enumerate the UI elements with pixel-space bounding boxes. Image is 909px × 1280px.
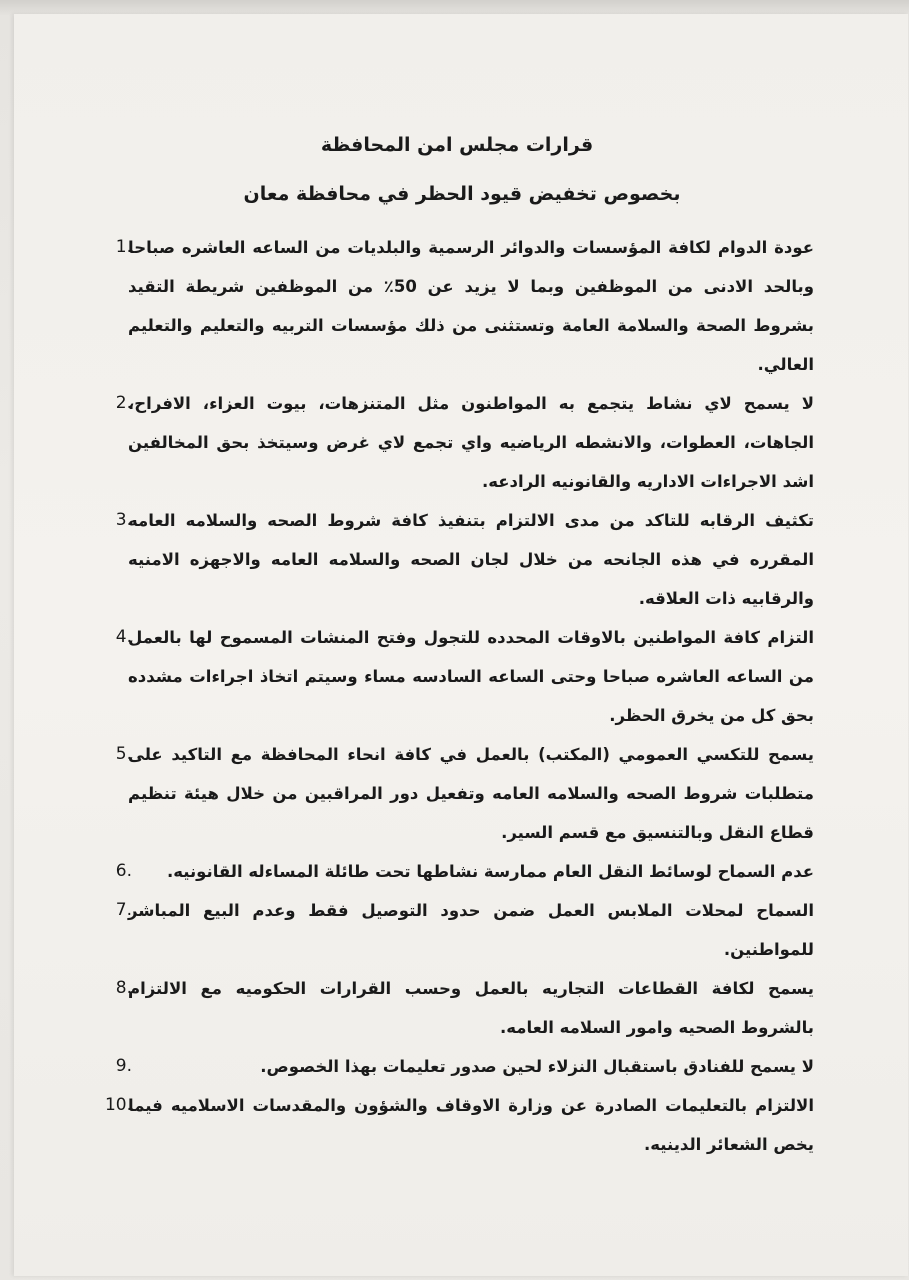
decision-number: 3. (115, 510, 132, 530)
decision-item-6 (115, 852, 814, 891)
decision-number: 1. (115, 237, 132, 257)
decision-item-7 (115, 891, 814, 969)
document-body (104, 122, 814, 1164)
decision-text: عدم السماح لوسائط النقل العام ممارسة نشاطها تحت طائلة المساءله القانونيه. (166, 862, 814, 881)
decision-number: 9. (115, 1056, 132, 1076)
decision-number: 6. (115, 861, 132, 881)
decision-item-1 (115, 228, 814, 384)
paper-sheet (14, 14, 908, 1276)
decision-number: 8. (115, 978, 132, 998)
decision-number: 2. (115, 393, 132, 413)
decision-text: يسمح للتكسي العمومي (المكتب) بالعمل في كافة انحاء المحافظة مع التاكيد على متطلبات شروط الصحه والسلامه العامه وتفعيل دور المراقبين من خلال هيئة تنظيم قطاع النقل وبالتنسيق مع قسم السير. (128, 745, 814, 842)
decision-text: الالتزام بالتعليمات الصادرة عن وزارة الاوقاف والشؤون والمقدسات الاسلاميه فيما يخص الشعائر الدينيه. (128, 1096, 814, 1154)
document-title: قرارات مجلس امن المحافظة (320, 134, 594, 156)
decision-text: التزام كافة المواطنين بالاوقات المحدده للتجول وفتح المنشات المسموح لها بالعمل من الساعه العاشره صباحا وحتى الساعه السادسه مساء وسيتم اتخاذ اجراءات مشدده بحق كل من يخرق الحظر. (128, 628, 814, 725)
decision-item-3 (115, 501, 814, 618)
decision-item-5 (115, 735, 814, 852)
decision-text: السماح لمحلات الملابس العمل ضمن حدود التوصيل فقط وعدم البيع المباشر للمواطنين. (128, 901, 814, 959)
decision-number: 4. (115, 627, 132, 647)
decision-number: 10. (104, 1095, 132, 1115)
decision-text: تكثيف الرقابه للتاكد من مدى الالتزام بتنفيذ كافة شروط الصحه والسلامه العامه المقرره في هذه الجانحه من خلال لجان الصحه والسلامه العامه والاجهزه الامنيه والرقابيه ذات العلاقه. (128, 511, 814, 608)
decision-item-4 (115, 618, 814, 735)
decision-number: 7. (115, 900, 132, 920)
decision-item-9 (115, 1047, 814, 1086)
decision-item-2 (115, 384, 814, 501)
decision-text: يسمح لكافة القطاعات التجاريه بالعمل وحسب القرارات الحكوميه مع الالتزام بالشروط الصحيه وامور السلامه العامه. (128, 979, 814, 1037)
decision-text: لا يسمح للفنادق باستقبال النزلاء لحين صدور تعليمات بهذا الخصوص. (260, 1057, 814, 1076)
document-subtitle: بخصوص تخفيض قيود الحظر في محافظة معان (243, 183, 681, 205)
decision-item-8 (115, 969, 814, 1047)
decision-text: لا يسمح لاي نشاط يتجمع به المواطنون مثل المتنزهات، بيوت العزاء، الافراح، الجاهات، العطوات، والانشطه الرياضيه واي تجمع لاي غرض وسيتخذ بحق المخالفين اشد الاجراءات الاداريه والقانونيه الرادعه. (128, 394, 814, 491)
decision-item-10 (104, 1086, 814, 1164)
decision-number: 5. (115, 744, 132, 764)
decisions-list (104, 228, 814, 1164)
decision-text: عودة الدوام لكافة المؤسسات والدوائر الرسمية والبلديات من الساعه العاشره صباحا وبالحد الادنى من الموظفين وبما لا يزيد عن 50٪ من الموظفين شريطة التقيد بشروط الصحة والسلامة العامة وتستثنى من ذلك مؤسسات التربيه والتعليم والتعليم العالي. (128, 238, 814, 374)
